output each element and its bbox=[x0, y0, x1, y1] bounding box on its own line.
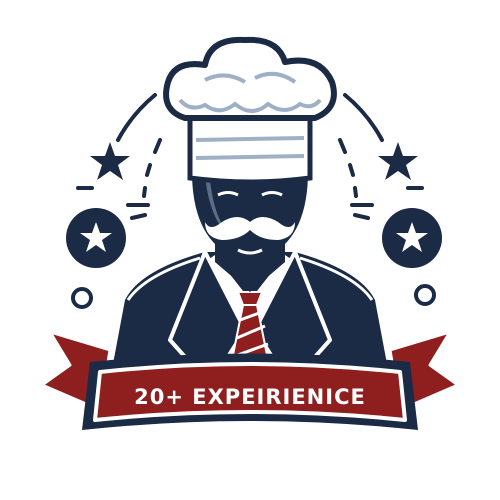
arc-left-top bbox=[118, 95, 155, 140]
star-icon bbox=[378, 142, 418, 180]
chef-hat-icon bbox=[166, 40, 334, 182]
tick-left bbox=[128, 205, 148, 218]
star-badge-right bbox=[382, 208, 442, 268]
dash-right bbox=[340, 140, 356, 196]
star-badge-left bbox=[66, 208, 126, 268]
tick-right bbox=[352, 205, 372, 218]
star-icon bbox=[90, 142, 130, 180]
banner-text: 20+ EXPEIRIENICE bbox=[134, 385, 366, 409]
ring-dot-right bbox=[416, 286, 434, 304]
arc-right-top bbox=[345, 95, 382, 140]
dash-left bbox=[144, 140, 160, 196]
ring-dot-left bbox=[73, 289, 91, 307]
